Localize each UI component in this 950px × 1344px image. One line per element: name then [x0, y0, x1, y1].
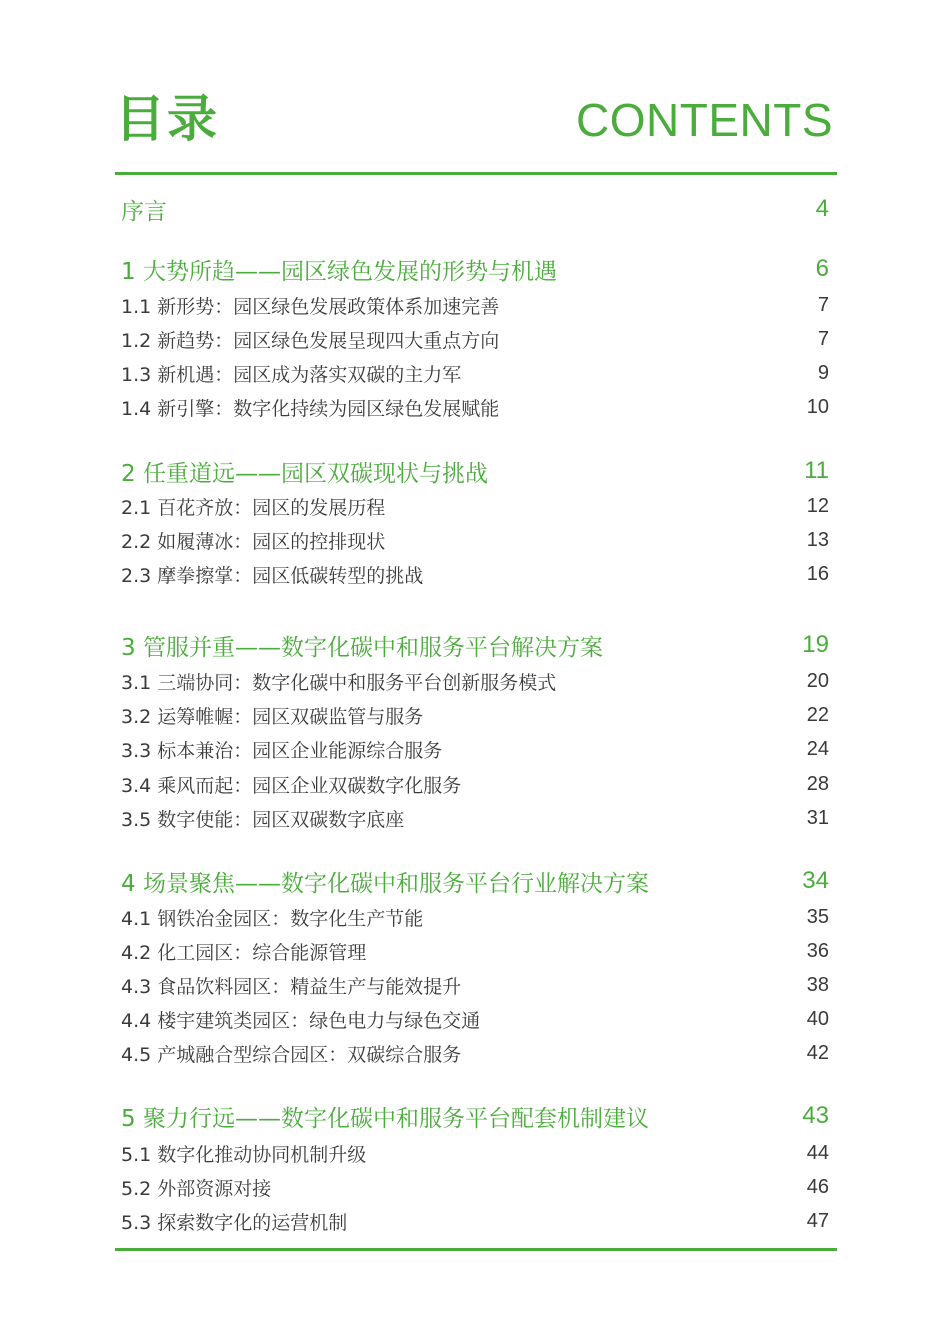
toc-label: 3.3 标本兼治：园区企业能源综合服务 — [121, 739, 443, 762]
toc-page-number: 12 — [806, 494, 829, 517]
toc-chapter-1[interactable] — [121, 253, 829, 285]
toc-label: 序言 — [121, 198, 167, 225]
toc-section-2-2[interactable] — [121, 527, 829, 553]
toc-section-4-4[interactable] — [121, 1006, 829, 1032]
toc-page-number: 22 — [806, 703, 829, 726]
toc-label: 5.2 外部资源对接 — [121, 1177, 272, 1200]
toc-label: 2 任重道远——园区双碳现状与挑战 — [121, 460, 488, 487]
toc-page-number: 28 — [806, 772, 829, 795]
toc-section-3-5[interactable] — [121, 805, 829, 831]
toc-page-number: 43 — [802, 1102, 829, 1129]
toc-page-number: 24 — [806, 737, 829, 760]
toc-label: 4.1 钢铁冶金园区：数字化生产节能 — [121, 907, 424, 930]
toc-page-number: 44 — [806, 1141, 829, 1164]
toc-section-3-1[interactable] — [121, 668, 829, 694]
toc-section-1-2[interactable] — [121, 326, 829, 352]
toc-section-2-3[interactable] — [121, 561, 829, 587]
toc-label: 4.5 产城融合型综合园区：双碳综合服务 — [121, 1043, 462, 1066]
toc-label: 2.1 百花齐放：园区的发展历程 — [121, 496, 386, 519]
toc-label: 5.3 探索数字化的运营机制 — [121, 1211, 348, 1234]
toc-label: 1.2 新趋势：园区绿色发展呈现四大重点方向 — [121, 329, 500, 352]
toc-page-number: 20 — [806, 669, 829, 692]
toc-section-4-5[interactable] — [121, 1040, 829, 1066]
title-english: CONTENTS — [576, 94, 833, 146]
toc-section-3-4[interactable] — [121, 771, 829, 797]
toc-page-number: 35 — [806, 905, 829, 928]
toc-section-5-1[interactable] — [121, 1140, 829, 1166]
toc-label: 5 聚力行远——数字化碳中和服务平台配套机制建议 — [121, 1105, 649, 1132]
toc-chapter-2[interactable] — [121, 455, 829, 487]
toc-section-2-1[interactable] — [121, 493, 829, 519]
toc-page-number: 6 — [815, 255, 829, 282]
toc-chapter-4[interactable] — [121, 865, 829, 897]
toc-label: 3 管服并重——数字化碳中和服务平台解决方案 — [121, 634, 603, 661]
toc-label: 3.1 三端协同：数字化碳中和服务平台创新服务模式 — [121, 671, 557, 694]
title-chinese: 目录 — [115, 90, 219, 148]
toc-section-4-1[interactable] — [121, 904, 829, 930]
toc-section-5-3[interactable] — [121, 1208, 829, 1234]
toc-page-number: 34 — [802, 867, 829, 894]
toc-chapter-3[interactable] — [121, 629, 829, 661]
toc-label: 3.4 乘风而起：园区企业双碳数字化服务 — [121, 774, 462, 797]
toc-page-number: 36 — [806, 939, 829, 962]
toc-page-number: 7 — [817, 327, 829, 350]
toc-label: 1.3 新机遇：园区成为落实双碳的主力军 — [121, 363, 462, 386]
toc-chapter-5[interactable] — [121, 1100, 829, 1132]
toc-section-1-1[interactable] — [121, 292, 829, 318]
toc-section-4-3[interactable] — [121, 972, 829, 998]
toc-page-number: 16 — [806, 562, 829, 585]
toc-page-number: 13 — [806, 528, 829, 551]
toc-page-number: 9 — [817, 361, 829, 384]
toc-page-number: 42 — [806, 1041, 829, 1064]
toc-page-number: 31 — [806, 806, 829, 829]
toc-label: 4.4 楼宇建筑类园区：绿色电力与绿色交通 — [121, 1009, 481, 1032]
toc-label: 5.1 数字化推动协同机制升级 — [121, 1143, 367, 1166]
toc-page-number: 11 — [804, 457, 829, 484]
toc-label: 3.2 运筹帷幄：园区双碳监管与服务 — [121, 705, 424, 728]
toc-section-1-3[interactable] — [121, 360, 829, 386]
toc-label: 2.2 如履薄冰：园区的控排现状 — [121, 530, 386, 553]
toc-preface[interactable] — [121, 193, 829, 225]
toc-page-number: 40 — [806, 1007, 829, 1030]
toc-section-4-2[interactable] — [121, 938, 829, 964]
toc-label: 3.5 数字使能：园区双碳数字底座 — [121, 808, 405, 831]
toc-label: 4 场景聚焦——数字化碳中和服务平台行业解决方案 — [121, 870, 649, 897]
toc-section-3-2[interactable] — [121, 702, 829, 728]
bottom-divider — [115, 1248, 837, 1251]
toc-page-number: 10 — [806, 395, 829, 418]
toc-page-number: 7 — [817, 293, 829, 316]
toc-section-3-3[interactable] — [121, 736, 829, 762]
toc-label: 2.3 摩拳擦掌：园区低碳转型的挑战 — [121, 564, 424, 587]
toc-section-1-4[interactable] — [121, 394, 829, 420]
toc-page-number: 38 — [806, 973, 829, 996]
toc-label: 4.2 化工园区：综合能源管理 — [121, 941, 367, 964]
toc-page-number: 4 — [815, 195, 829, 222]
toc-page-number: 19 — [802, 631, 829, 658]
toc-page-number: 47 — [806, 1209, 829, 1232]
toc-label: 1 大势所趋——园区绿色发展的形势与机遇 — [121, 258, 557, 285]
toc-label: 1.4 新引擎：数字化持续为园区绿色发展赋能 — [121, 397, 500, 420]
toc-section-5-2[interactable] — [121, 1174, 829, 1200]
toc-label: 4.3 食品饮料园区：精益生产与能效提升 — [121, 975, 462, 998]
toc-page-number: 46 — [806, 1175, 829, 1198]
toc-label: 1.1 新形势：园区绿色发展政策体系加速完善 — [121, 295, 500, 318]
